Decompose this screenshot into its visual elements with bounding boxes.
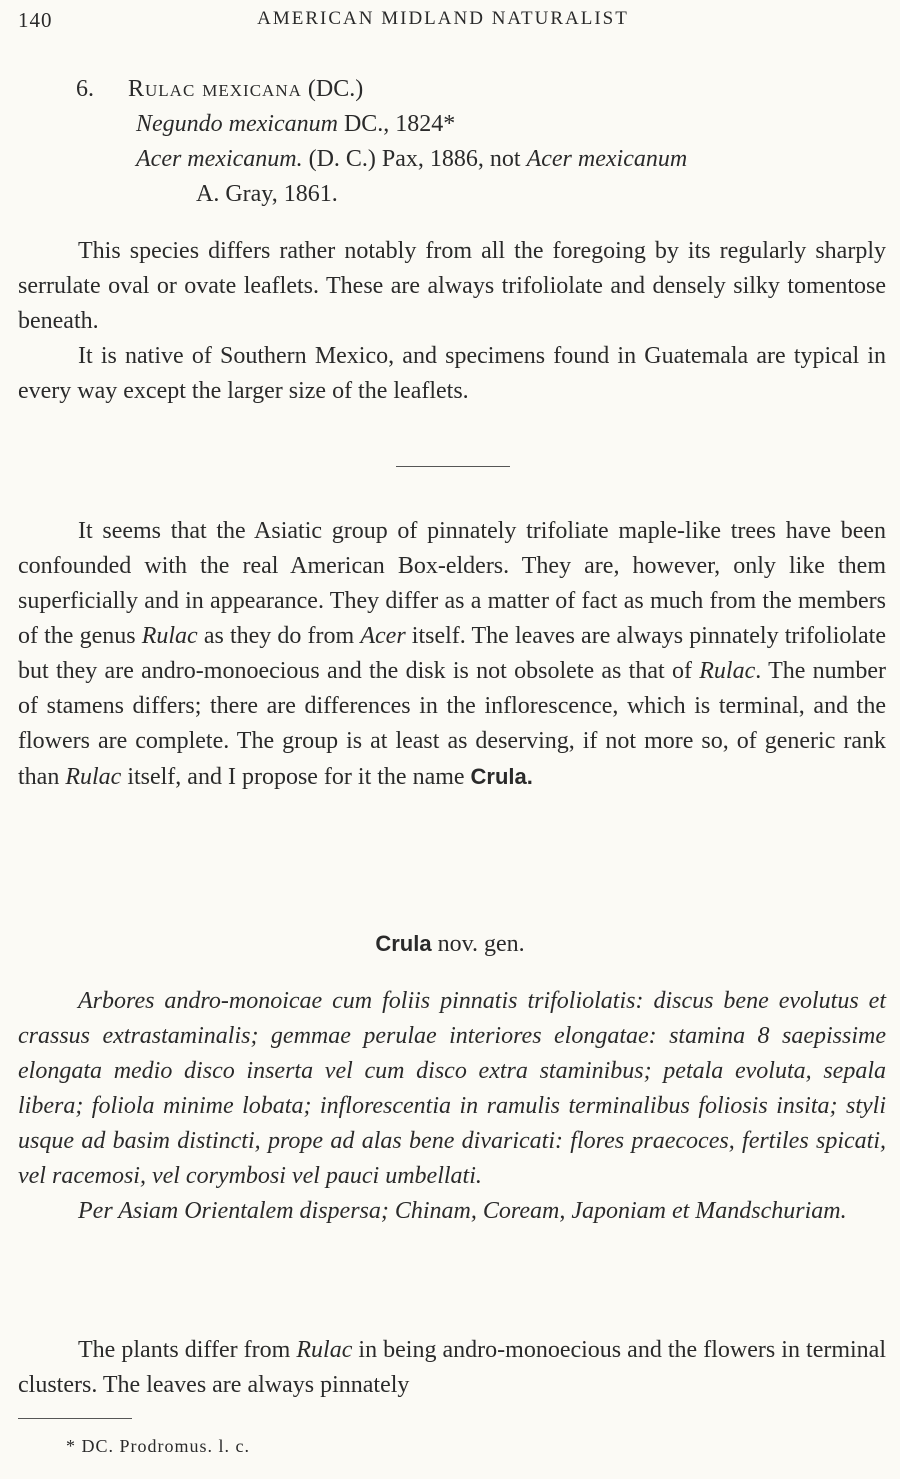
footnote-rule: [18, 1418, 132, 1419]
synonym-2-name-2: Acer mexicanum: [526, 146, 688, 172]
text-run: . The number of stamens differs; there are differences in the inflorescence, which is terminal, and the flowers are complete. The group is at least as deserving, if not more so, of generic rank than: [18, 658, 886, 790]
description-paragraph-1: This species differs rather notably from all the foregoing by its regularly sharply serrulate oval or ovate leaflets. These are always trifoliolate and densely silky tomentose beneath.: [18, 238, 886, 334]
running-header: [18, 8, 868, 38]
synonym-2-name: Acer mexicanum.: [136, 146, 303, 172]
text-run: itself. The leaves are always pinnately trifoliolate but they are andro-monoecious and the disk is not obsolete as that of: [18, 623, 886, 684]
section-divider: [396, 466, 510, 467]
synonym-2: [76, 142, 896, 177]
new-genus-name: Crula.: [470, 764, 533, 789]
synonym-2-citation: (D. C.) Pax, 1886, not: [302, 146, 527, 172]
species-entry: [76, 72, 896, 212]
genus-name-rulac: Rulac: [296, 1337, 353, 1363]
text-run: as they do from: [197, 623, 361, 649]
text-run: The plants differ from: [78, 1337, 297, 1363]
genus-title-rest: nov. gen.: [431, 931, 525, 957]
species-description: [18, 234, 886, 409]
text-run: itself, and I propose for it the name: [121, 764, 471, 790]
species-author: (DC.): [307, 76, 364, 102]
genus-discussion: [18, 514, 886, 795]
genus-name-rulac: Rulac: [65, 764, 122, 790]
genus-title: [0, 926, 900, 962]
synonym-1: [76, 107, 896, 142]
latin-paragraph-2: Per Asiam Orientalem dispersa; Chinam, Coream, Japoniam et Mandschuriam.: [78, 1198, 847, 1224]
description-paragraph-2: It is native of Southern Mexico, and specimens found in Guatemala are typical in every way except the larger size of the leaflets.: [18, 343, 886, 404]
species-heading: [76, 72, 896, 107]
text-run: It seems that the Asiatic group of pinnately trifoliate maple-like trees have been confounded with the real American Box-elders. They are, however, only like them superficially and in appearance. They differ as a matter of fact as much from the members of the genus: [18, 518, 886, 649]
page-number: 140: [18, 8, 53, 32]
synonym-2-continuation: A. Gray, 1861.: [196, 181, 338, 207]
text-run: in being andro-monoecious and the flowers in terminal clusters. The leaves are always pinnately: [18, 1337, 886, 1398]
species-number: 6.: [76, 76, 94, 102]
genus-name-acer: Acer: [360, 623, 406, 649]
closing-paragraph: [18, 1333, 886, 1403]
footnote: * DC. Prodromus. l. c.: [66, 1436, 250, 1456]
discussion-paragraph: [18, 514, 886, 795]
synonym-1-name: Negundo mexicanum: [136, 111, 338, 137]
journal-title: AMERICAN MIDLAND NATURALIST: [257, 8, 629, 29]
species-name: Rulac mexicana: [128, 76, 302, 102]
latin-paragraph-1: Arbores andro-monoicae cum foliis pinnatis trifoliolatis: discus bene evolutus et crassus extrastaminalis; gemmae perulae interiores elongatae: stamina 8 saepissime elongata medio disco inserta vel cum disco extra staminibus; petala evoluta, sepala libera; foliola minime lobata; inflorescentia in ramulis terminalibus foliosis insita; styli usque ad basim distincti, prope ad alas bene divaricati: flores praecoces, fertiles spicati, vel racemosi, vel corymbosi vel pauci umbellati.: [18, 988, 886, 1189]
latin-diagnosis: [18, 984, 886, 1229]
synonym-1-citation: DC., 1824*: [337, 111, 456, 137]
genus-title-name: Crula: [375, 931, 432, 956]
closing-text: [18, 1333, 886, 1403]
genus-name-rulac: Rulac: [699, 658, 756, 684]
genus-name-rulac: Rulac: [141, 623, 198, 649]
